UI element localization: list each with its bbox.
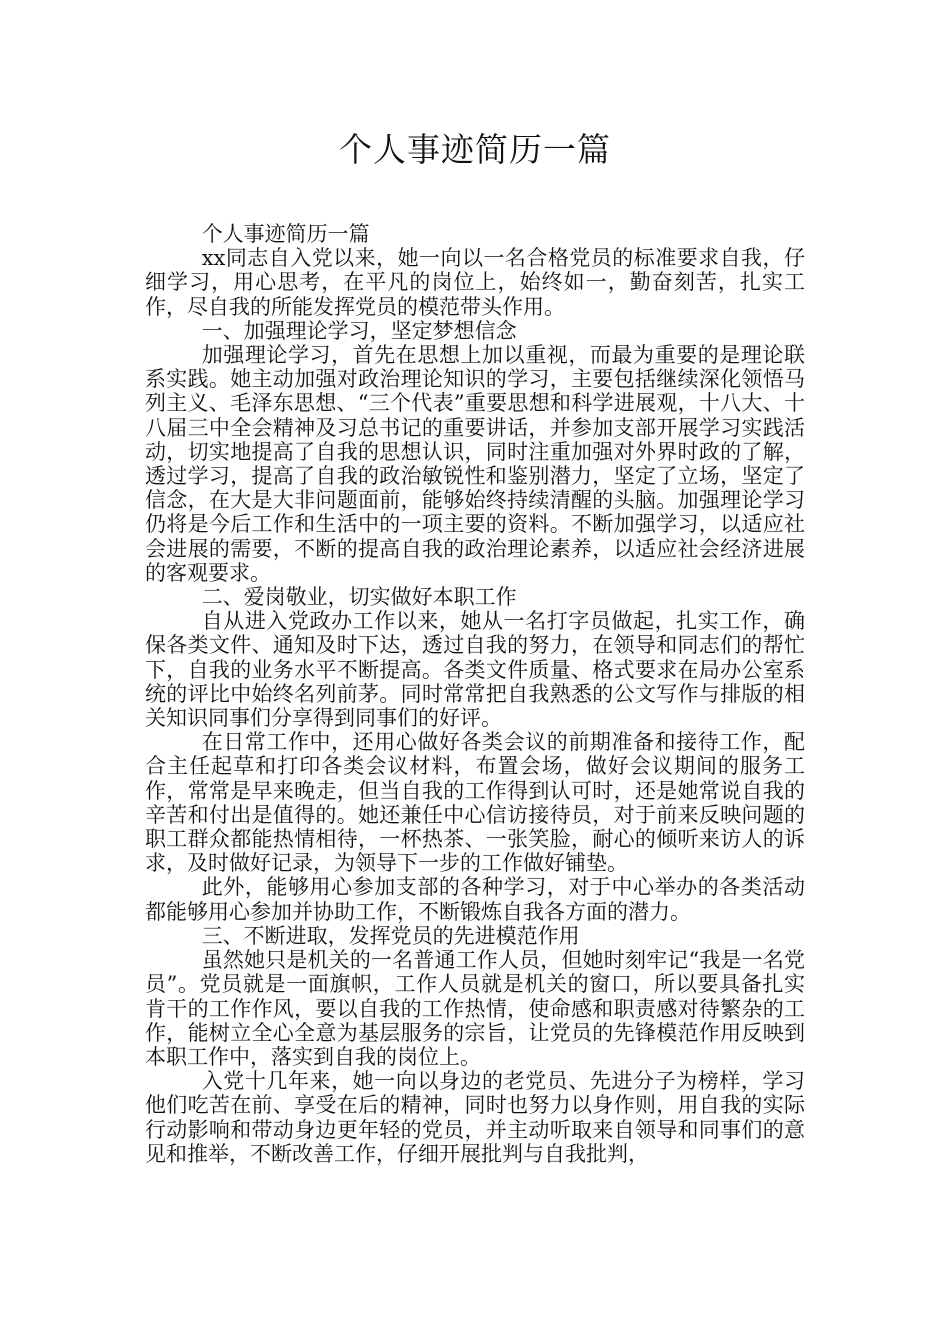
body-paragraph: 此外，能够用心参加支部的各种学习，对于中心举办的各类活动都能够用心参加并协助工作，不断锻炼自我各方面的潜力。 [145,875,805,924]
section-heading-2: 二、爱岗敬业，切实做好本职工作 [201,585,517,610]
section-heading-3: 三、不断进取，发挥党员的先进模范作用 [201,923,580,948]
intro-paragraph: xx同志自入党以来，她一向以一名合格党员的标准要求自我，仔细学习，用心思考，在平凡的岗位上，始终如一，勤奋刻苦，扎实工作，尽自我的所能发挥党员的模范带头作用。 [145,246,805,319]
section-heading-1: 一、加强理论学习，坚定梦想信念 [201,318,517,343]
body-paragraph: 入党十几年来，她一向以身边的老党员、先进分子为榜样，学习他们吃苦在前、享受在后的精神，同时也努力以身作则，用自我的实际行动影响和带动身边更年轻的党员，并主动听取来自领导和同事们的意见和推举，不断改善工作，仔细开展批判与自我批判， [145,1069,805,1166]
document-title: 个人事迹简历一篇 [339,130,611,169]
body-paragraph: 自从进入党政办工作以来，她从一名打字员做起，扎实工作，确保各类文件、通知及时下达，透过自我的努力，在领导和同志们的帮忙下，自我的业务水平不断提高。各类文件质量、格式要求在局办公室系统的评比中始终名列前茅。同时常常把自我熟悉的公文写作与排版的相关知识同事们分享得到同事们的好评。 [145,609,805,731]
document-body [145,222,805,1166]
body-paragraph: 虽然她只是机关的一名普通工作人员，但她时刻牢记“我是一名党员”。党员就是一面旗帜，工作人员就是机关的窗口，所以要具备扎实肯干的工作作风，要以自我的工作热情，使命感和职责感对待繁杂的工作，能树立全心全意为基层服务的宗旨，让党员的先锋模范作用反映到本职工作中，落实到自我的岗位上。 [145,948,805,1069]
subtitle-paragraph: 个人事迹简历一篇 [201,222,370,246]
body-paragraph: 加强理论学习，首先在思想上加以重视，而最为重要的是理论联系实践。她主动加强对政治理论知识的学习，主要包括继续深化领悟马列主义、毛泽东思想、“三个代表”重要思想和科学进展观，十八大、十八届三中全会精神及习总书记的重要讲话，并参加支部开展学习实践活动，切实地提高了自我的思想认识，同时注重加强对外界时政的了解，透过学习，提高了自我的政治敏锐性和鉴别潜力，坚定了立场，坚定了信念，在大是大非问题面前，能够始终持续清醒的头脑。加强理论学习仍将是今后工作和生活中的一项主要的资料。不断加强学习，以适应社会进展的需要，不断的提高自我的政治理论素养，以适应社会经济进展的客观要求。 [145,343,805,585]
body-paragraph: 在日常工作中，还用心做好各类会议的前期准备和接待工作，配合主任起草和打印各类会议材料，布置会场，做好会议期间的服务工作，常常是早来晚走，但当自我的工作得到认可时，还是她常说自我的辛苦和付出是值得的。她还兼任中心信访接待员，对于前来反映问题的职工群众都能热情相待，一杯热茶、一张笑脸，耐心的倾听来访人的诉求，及时做好记录，为领导下一步的工作做好铺垫。 [145,730,805,876]
